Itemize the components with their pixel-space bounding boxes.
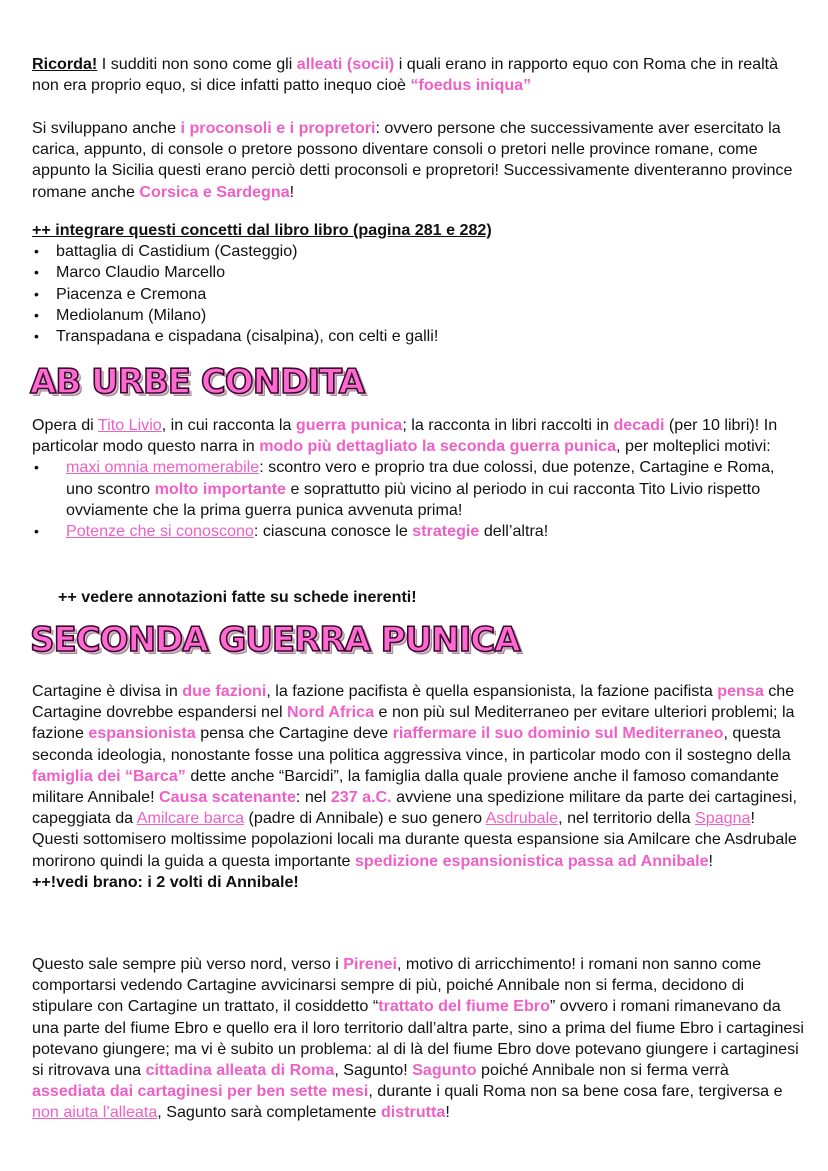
- annibale-note: ++!vedi brano: i 2 volti di Annibale!: [32, 872, 299, 891]
- underlined-term: Amilcare barca: [136, 809, 245, 828]
- highlight: i proconsoli e i propretori: [180, 119, 376, 137]
- highlight: spedizione espansionistica passa ad Annibale: [354, 851, 709, 870]
- highlight: “foedus iniqua”: [410, 76, 532, 95]
- ab-urbe-paragraph: Opera di Tito Livio, in cui racconta la guerra punica; la racconta in libri raccolti in decadi (per 10 libri)! In particolar modo questo narra in modo più dettagliato la seconda guerra punica, per molteplici motivi: • maxi omnia memomerabile: scontro vero e proprio tra due colossi, due potenze, Cartagine e Roma, uno scontro molto importante e soprattutto più vicino al periodo in cui racconta Tito Livio rispetto ovviamente che la prima guerra punica avvenuta prima! • Potenze che si conoscono: ciascuna conosce le strategie dell’altra!: [32, 415, 804, 542]
- highlight: trattato del fiume Ebro: [378, 997, 550, 1016]
- list-item: • battaglia di Castidium (Casteggio): [32, 241, 804, 262]
- highlight: famiglia dei “Barca”: [32, 766, 186, 785]
- underlined-term: non aiuta l’alleata: [32, 1103, 158, 1122]
- list-item: • Piacenza e Cremona: [32, 284, 804, 305]
- highlight: cittadina alleata di Roma: [145, 1061, 335, 1080]
- underlined-term: Asdrubale: [485, 809, 559, 828]
- list-item: • maxi omnia memomerabile: scontro vero e proprio tra due colossi, due potenze, Cartagine e Roma, uno scontro molto importante e soprattutto più vicino al periodo in cui racconta Tito Livio rispetto ovviamente che la prima guerra punica avvenuta prima!: [32, 457, 804, 521]
- seconda-paragraph-1: Cartagine è divisa in due fazioni, la fazione pacifista è quella espansionista, la fazione pacifista pensa che Cartagine dovrebbe espandersi nel Nord Africa e non più sul Mediterraneo per evitare ulteriori problemi; la fazione espansionista pensa che Cartagine deve riaffermare il suo dominio sul Mediterraneo, questa seconda ideologia, nonostante fosse una politica aggressiva vince, in particolar modo con il sostegno della famiglia dei “Barca” dette anche “Barcidi”, la famiglia dalla quale proviene anche il famoso comandante militare Annibale! Causa scatenante: nel 237 a.C. avviene una spedizione militare da parte dei cartaginesi, capeggiata da Amilcare barca (padre di Annibale) e suo genero Asdrubale, nel territorio della Spagna! Questi sottomisero moltissime popolazioni locali ma durante questa espansione sia Amilcare che Asdrubale morirono quindi la guida a questa importante spedizione espansionistica passa ad Annibale! ++!vedi brano: i 2 volti di Annibale!: [32, 681, 804, 893]
- highlight: riaffermare il suo dominio sul Mediterraneo: [392, 724, 724, 743]
- highlight: Sagunto: [412, 1061, 477, 1080]
- highlight: due fazioni: [182, 682, 267, 700]
- list-item: • Transpadana e cispadana (cisalpina), con celti e galli!: [32, 326, 804, 347]
- highlight: 237 a.C.: [330, 788, 392, 807]
- highlight: distrutta: [380, 1103, 446, 1122]
- list-item: • Marco Claudio Marcello: [32, 262, 804, 283]
- highlight: guerra punica: [295, 416, 403, 434]
- highlight: espansionista: [88, 724, 196, 743]
- integrare-list: [32, 241, 804, 347]
- highlight: modo più dettagliato la seconda guerra punica: [259, 437, 617, 456]
- highlight: assediata dai cartaginesi per ben sette mesi: [32, 1082, 369, 1101]
- integrare-title: ++ integrare questi concetti dal libro libro (pagina 281 e 282): [32, 221, 492, 239]
- proconsoli-paragraph: Si sviluppano anche i proconsoli e i propretori: ovvero persone che successivamente aver esercitato la carica, appunto, di console o pretore possono diventare consoli o pretori nelle province romane, come appunto la Sicilia questi erano perciò detti proconsoli e propretori! Successivamente diventeranno province romane anche Corsica e Sardegna!: [32, 119, 793, 201]
- heading-seconda-guerra-punica: SECONDA GUERRA PUNICA: [30, 620, 520, 660]
- underlined-term: Spagna: [695, 809, 751, 828]
- underlined-term: maxi omnia memomerabile: [66, 458, 260, 477]
- seconda-paragraph-2: Questo sale sempre più verso nord, verso i Pirenei, motivo di arricchimento! i romani non sanno come comportarsi vedendo Cartagine avvicinarsi sempre di più, poiché Annibale non si ferma, decidono di stipulare con Cartagine un trattato, il cosiddetto “trattato del fiume Ebro” ovvero i romani rimanevano da una parte del fiume Ebro e quello era il loro territorio dall’altra parte, sino a prima del fiume Ebro i cartaginesi potevano giungere; ma vi è subito un problema: al di là del fiume Ebro dove potevano giungere i cartaginesi si ritrovava una cittadina alleata di Roma, Sagunto! Sagunto poiché Annibale non si ferma verrà assediata dai cartaginesi per ben sette mesi, durante i quali Roma non sa bene cosa fare, tergiversa e non aiuta l’alleata, Sagunto sarà completamente distrutta!: [32, 955, 804, 1122]
- ab-urbe-list: [32, 457, 804, 542]
- underlined-term: Potenze che si conoscono: [66, 522, 254, 541]
- heading-ab-urbe-condita: AB URBE CONDITA: [30, 362, 364, 402]
- integrare-section: [32, 220, 804, 347]
- highlight: decadi: [613, 416, 665, 434]
- highlight: Corsica e Sardegna: [139, 182, 290, 201]
- underlined-term: Tito Livio: [97, 416, 162, 434]
- highlight: alleati (socii): [296, 55, 395, 73]
- list-item: • Mediolanum (Milano): [32, 305, 804, 326]
- ab-urbe-note: ++ vedere annotazioni fatte su schede inerenti!: [58, 588, 417, 606]
- highlight: strategie: [412, 522, 480, 541]
- ricorda-paragraph: Ricorda! I sudditi non sono come gli alleati (socii) i quali erano in rapporto equo con Roma che in realtà non era proprio equo, si dice infatti patto inequo cioè “foedus iniqua”: [32, 55, 779, 95]
- highlight: molto importante: [154, 479, 287, 498]
- ricorda-label: Ricorda!: [32, 55, 98, 73]
- list-item: • Potenze che si conoscono: ciascuna conosce le strategie dell’altra!: [32, 521, 804, 542]
- highlight: Causa scatenante: [159, 788, 296, 807]
- highlight: Pirenei: [343, 955, 397, 973]
- highlight: Nord Africa: [287, 703, 375, 722]
- highlight: pensa: [717, 682, 764, 700]
